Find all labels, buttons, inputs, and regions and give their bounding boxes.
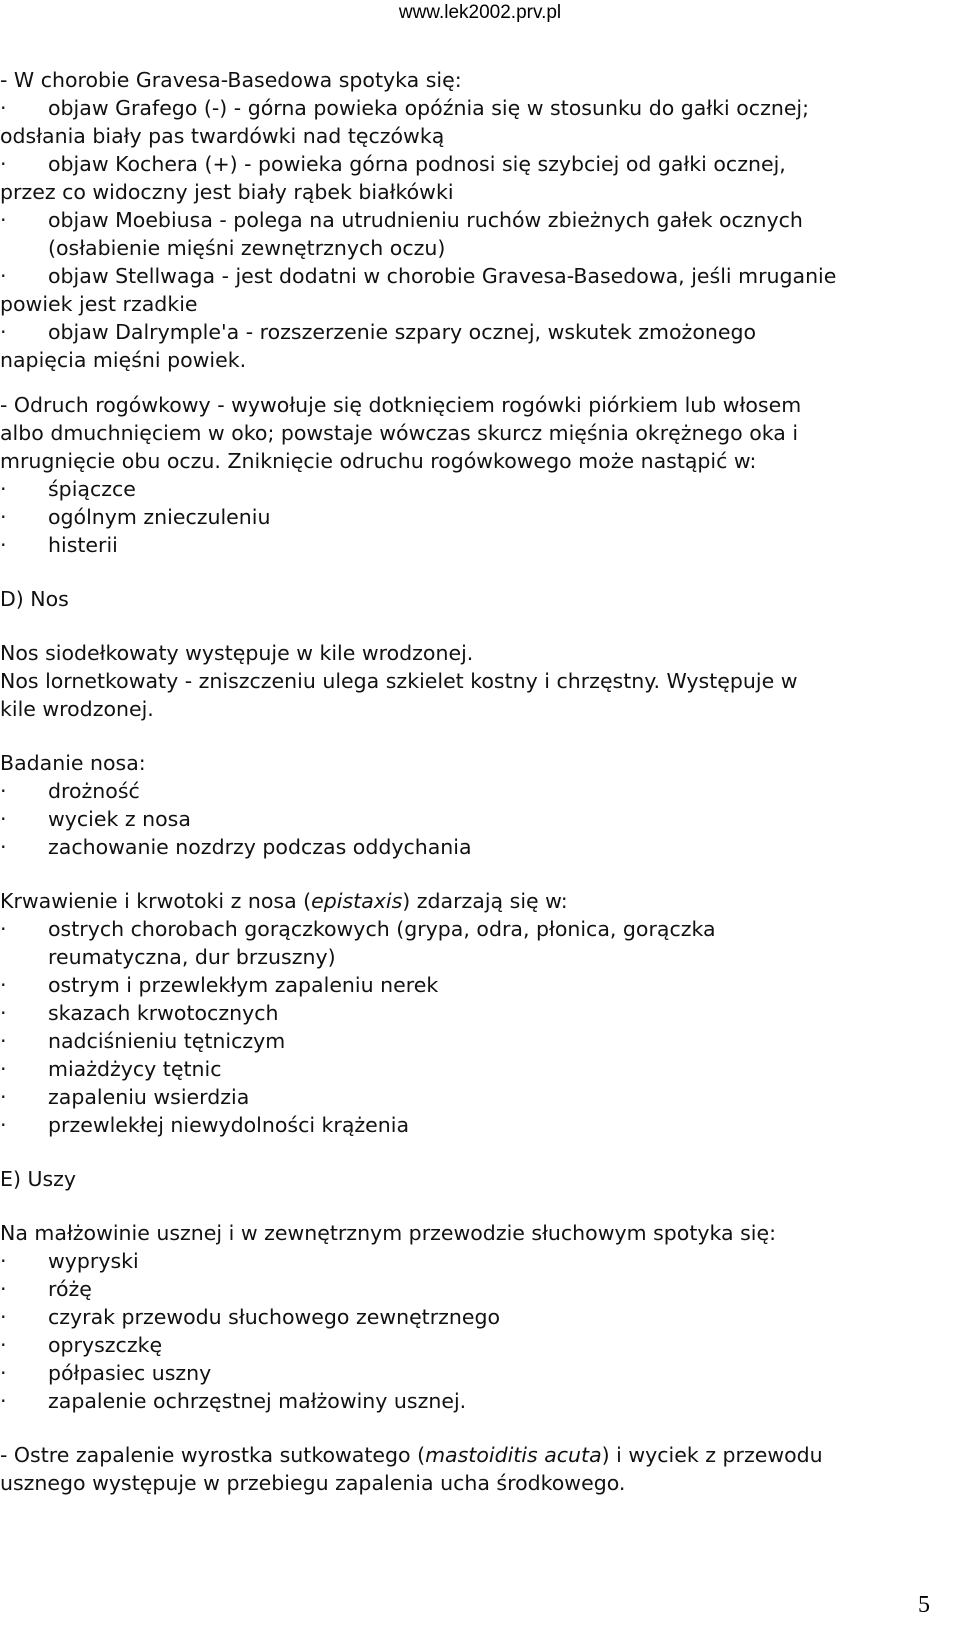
bullet-icon <box>0 915 48 943</box>
bullet-icon <box>0 318 48 346</box>
paragraph-line: Krwawienie i krwotoki z nosa (epistaxis) zdarzają się w: <box>0 889 568 913</box>
list-item: ·nadciśnieniu tętniczym <box>0 1027 940 1055</box>
list-item: ·objaw Moebiusa - polega na utrudnieniu ruchów zbieżnych gałek ocznych <box>0 206 940 234</box>
bullet-icon <box>0 1247 48 1275</box>
list-item: ·czyrak przewodu słuchowego zewnętrznego <box>0 1303 940 1331</box>
paragraph-line: kile wrodzonej. <box>0 697 154 721</box>
bullet-icon <box>0 150 48 178</box>
list-item: ·wypryski <box>0 1247 940 1275</box>
bullet-icon <box>0 1055 48 1083</box>
paragraph-line: Nos siodełkowaty występuje w kile wrodzonej. <box>0 641 474 665</box>
list-item: ·przewlekłej niewydolności krążenia <box>0 1111 940 1139</box>
document-body <box>0 66 940 1497</box>
list-item: ·zapaleniu wsierdzia <box>0 1083 940 1111</box>
list-item: ·półpasiec uszny <box>0 1359 940 1387</box>
list-item: ·wyciek z nosa <box>0 805 940 833</box>
header-url: www.lek2002.prv.pl <box>398 2 562 23</box>
list-item: ·zapalenie ochrzęstnej małżowiny usznej. <box>0 1387 940 1415</box>
bullet-icon <box>0 1275 48 1303</box>
bullet-icon <box>0 262 48 290</box>
bullet-icon <box>0 1027 48 1055</box>
list-item: ·drożność <box>0 777 940 805</box>
list-item: ·objaw Kochera (+) - powieka górna podnosi się szybciej od gałki ocznej, <box>0 150 940 178</box>
list-item-continuation: reumatyczna, dur brzuszny) <box>48 945 336 969</box>
bullet-icon <box>0 1387 48 1415</box>
bullet-icon <box>0 1303 48 1331</box>
bullet-icon <box>0 1359 48 1387</box>
list-item-continuation: (osłabienie mięśni zewnętrznych oczu) <box>48 236 446 260</box>
list-item: ·objaw Dalrymple'a - rozszerzenie szpary ocznej, wskutek zmożonego <box>0 318 940 346</box>
list-item: ·opryszczkę <box>0 1331 940 1359</box>
bullet-icon <box>0 475 48 503</box>
bullet-icon <box>0 531 48 559</box>
list-item: ·ostrych chorobach gorączkowych (grypa, odra, płonica, gorączka <box>0 915 940 943</box>
paragraph-line: albo dmuchnięciem w oko; powstaje wówczas skurcz mięśnia okrężnego oka i <box>0 421 799 445</box>
bullet-icon <box>0 971 48 999</box>
bullet-icon <box>0 999 48 1027</box>
list-item: ·histerii <box>0 531 940 559</box>
list-item: ·ostrym i przewlekłym zapaleniu nerek <box>0 971 940 999</box>
bullet-icon <box>0 1111 48 1139</box>
list-item: ·objaw Stellwaga - jest dodatni w chorobie Gravesa-Basedowa, jeśli mruganie <box>0 262 940 290</box>
section-heading-nos: D) Nos <box>0 587 69 611</box>
paragraph-line: Nos lornetkowaty - zniszczeniu ulega szkielet kostny i chrzęstny. Występuje w <box>0 669 798 693</box>
list-item-continuation: odsłania biały pas twardówki nad tęczówką <box>0 124 445 148</box>
list-item: ·objaw Grafego (-) - górna powieka opóźnia się w stosunku do gałki ocznej; <box>0 94 940 122</box>
paragraph-line: mrugnięcie obu oczu. Zniknięcie odruchu rogówkowego może nastąpić w: <box>0 449 757 473</box>
list-item-continuation: przez co widoczny jest biały rąbek białkówki <box>0 180 454 204</box>
section-heading-uszy: E) Uszy <box>0 1167 77 1191</box>
bullet-icon <box>0 805 48 833</box>
subheading-badanie-nosa: Badanie nosa: <box>0 751 146 775</box>
list-item: ·zachowanie nozdrzy podczas oddychania <box>0 833 940 861</box>
bullet-icon <box>0 94 48 122</box>
section-intro-graves: - W chorobie Gravesa-Basedowa spotyka się: <box>0 68 462 92</box>
paragraph-line: - Ostre zapalenie wyrostka sutkowatego (mastoiditis acuta) i wyciek z przewodu <box>0 1443 823 1467</box>
paragraph-line: Na małżowinie usznej i w zewnętrznym przewodzie słuchowym spotyka się: <box>0 1221 776 1245</box>
list-item: ·skazach krwotocznych <box>0 999 940 1027</box>
bullet-icon <box>0 503 48 531</box>
paragraph-line: usznego występuje w przebiegu zapalenia ucha środkowego. <box>0 1471 626 1495</box>
list-item-continuation: napięcia mięśni powiek. <box>0 348 247 372</box>
bullet-icon <box>0 777 48 805</box>
list-item: ·różę <box>0 1275 940 1303</box>
bullet-icon <box>0 206 48 234</box>
list-item: ·miażdżycy tętnic <box>0 1055 940 1083</box>
list-item: ·ogólnym znieczuleniu <box>0 503 940 531</box>
page-number: 5 <box>918 1592 930 1618</box>
bullet-icon <box>0 1331 48 1359</box>
list-item: ·śpiączce <box>0 475 940 503</box>
list-item-continuation: powiek jest rzadkie <box>0 292 198 316</box>
bullet-icon <box>0 833 48 861</box>
bullet-icon <box>0 1083 48 1111</box>
paragraph-line: - Odruch rogówkowy - wywołuje się dotknięciem rogówki piórkiem lub włosem <box>0 393 802 417</box>
